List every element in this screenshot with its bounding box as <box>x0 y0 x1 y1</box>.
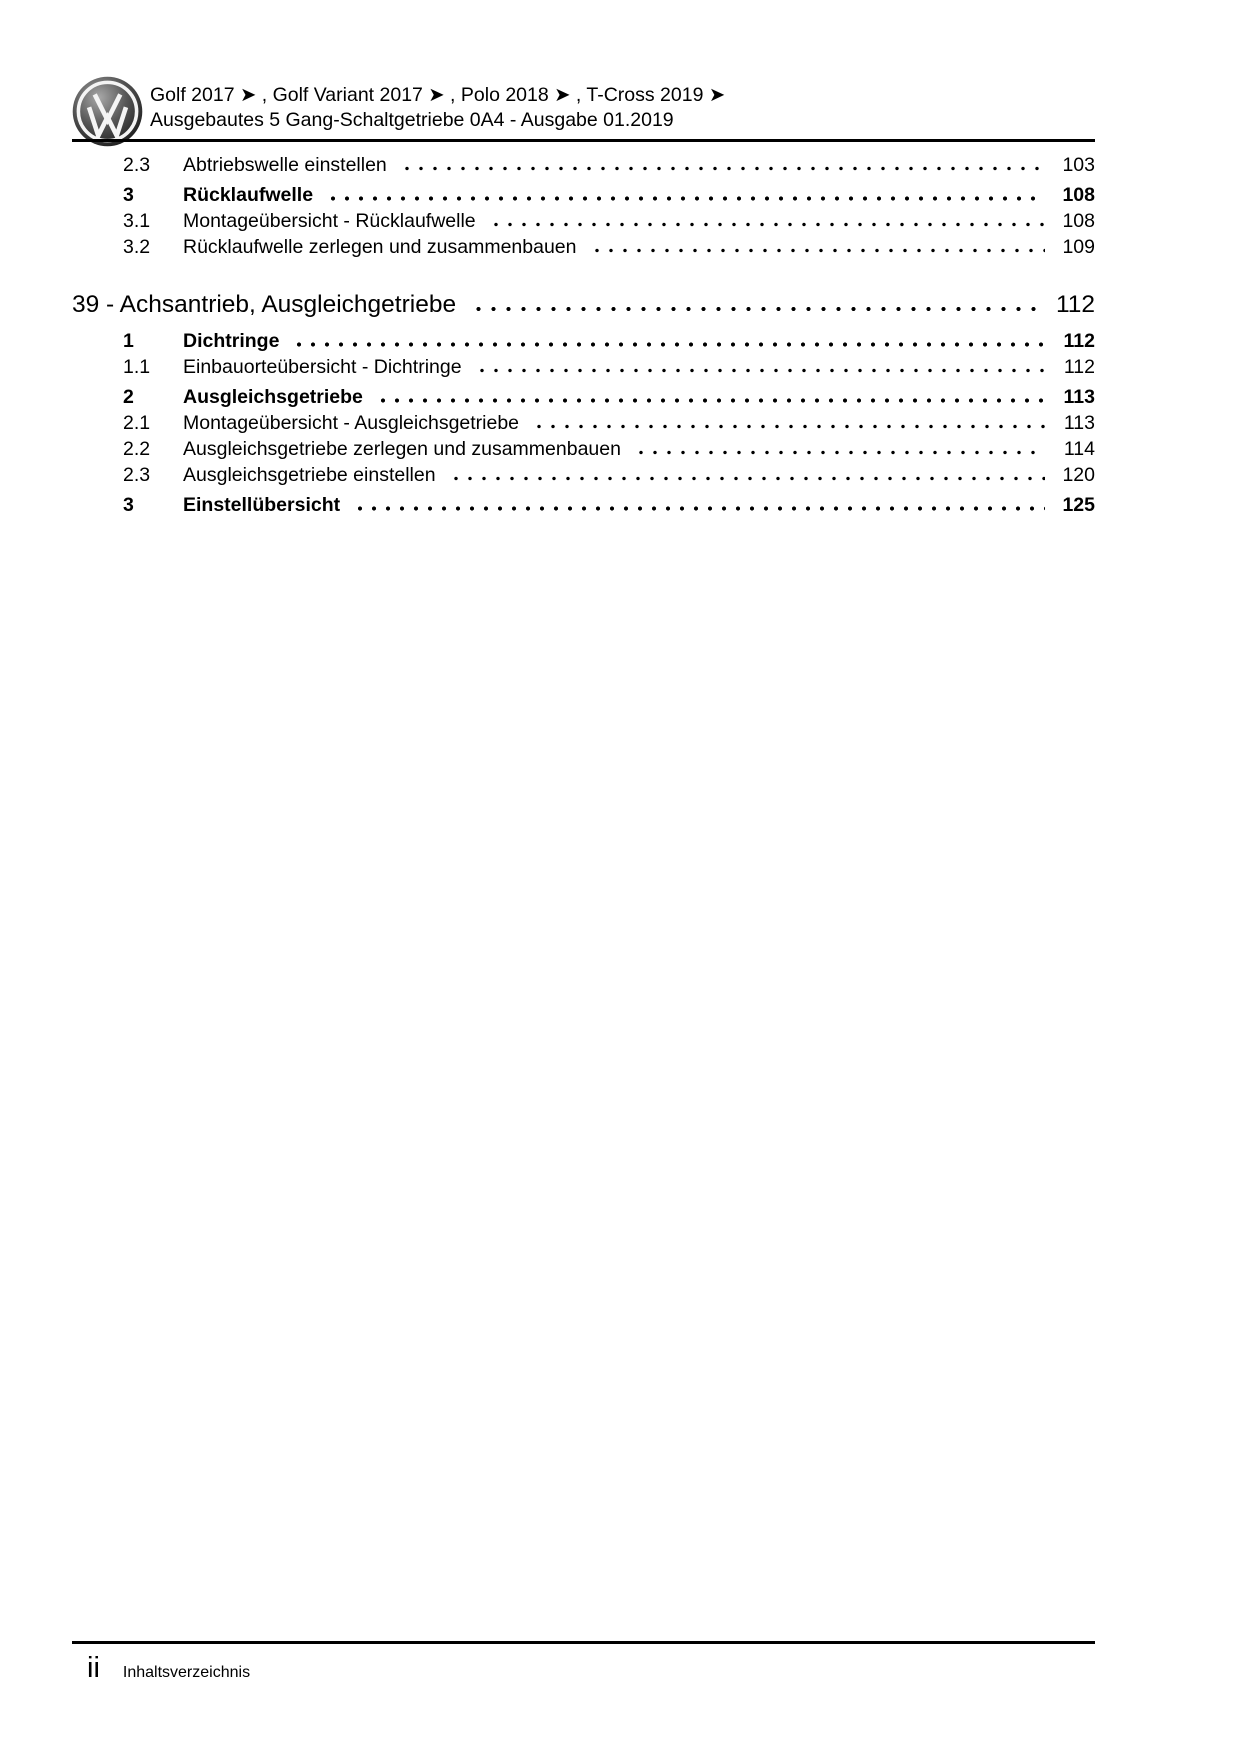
toc-chapter-heading <box>72 288 1095 322</box>
dot-leader <box>468 306 1045 312</box>
toc-entry-title: Einstellübersicht <box>183 494 341 516</box>
dot-leader <box>397 166 1045 171</box>
dot-leader <box>373 398 1045 403</box>
dot-leader <box>486 222 1045 227</box>
vw-logo-icon <box>72 76 143 147</box>
header <box>72 76 1095 147</box>
toc-entry-title: Abtriebswelle einstellen <box>183 154 387 176</box>
toc-entry <box>72 410 1095 436</box>
toc-entry-title: Rücklaufwelle zerlegen und zusammenbauen <box>183 236 577 258</box>
toc-entry <box>72 152 1095 178</box>
toc-entry-page: 112 <box>1063 356 1095 378</box>
dot-leader <box>446 476 1045 481</box>
toc-entry <box>72 182 1095 208</box>
dot-leader <box>323 196 1045 201</box>
toc-entry-number: 3 <box>123 184 134 206</box>
toc-entry-page: 113 <box>1063 412 1095 434</box>
toc-entry-title: Ausgleichsgetriebe <box>183 386 363 408</box>
toc-entry-number: 1.1 <box>123 356 151 378</box>
table-of-contents <box>72 152 1095 518</box>
dot-leader <box>350 506 1045 511</box>
toc-entry <box>72 234 1095 260</box>
toc-entry-number: 3.1 <box>123 210 151 232</box>
toc-entry-title: Ausgleichsgetriebe zerlegen und zusammenbauen <box>183 438 621 460</box>
toc-entry-page: 120 <box>1062 464 1095 486</box>
toc-entry-page: 109 <box>1062 236 1095 258</box>
toc-entry-title: Einbauorteübersicht - Dichtringe <box>183 356 462 378</box>
toc-entry-title: Ausgleichsgetriebe einstellen <box>183 464 436 486</box>
dot-leader <box>472 368 1045 373</box>
toc-entry-number: 2.1 <box>123 412 151 434</box>
header-divider <box>72 139 1095 142</box>
toc-entry-number: 3 <box>123 494 134 516</box>
toc-entry <box>72 328 1095 354</box>
dot-leader <box>289 342 1045 347</box>
toc-entry-number: 3.2 <box>123 236 151 258</box>
toc-entry-page: 103 <box>1062 154 1095 176</box>
toc-entry-number: 1 <box>123 330 134 352</box>
toc-entry <box>72 384 1095 410</box>
toc-entry-page: 114 <box>1063 438 1095 460</box>
footer-divider <box>72 1641 1095 1644</box>
toc-chapter-title: 39 - Achsantrieb, Ausgleichgetriebe <box>72 291 457 318</box>
toc-entry <box>72 436 1095 462</box>
toc-entry-number: 2.3 <box>123 154 151 176</box>
toc-entry-title: Montageübersicht - Rücklaufwelle <box>183 210 476 232</box>
header-models-line: Golf 2017 ➤ , Golf Variant 2017 ➤ , Polo 2018 ➤ , T-Cross 2019 ➤ <box>150 84 726 106</box>
toc-entry-page: 112 <box>1063 330 1095 352</box>
dot-leader <box>529 424 1045 429</box>
toc-chapter-page: 112 <box>1055 291 1095 318</box>
footer-page-number: ii <box>87 1652 100 1684</box>
toc-entry <box>72 208 1095 234</box>
toc-entry-number: 2.2 <box>123 438 151 460</box>
toc-entry-page: 108 <box>1062 210 1095 232</box>
toc-entry <box>72 462 1095 488</box>
toc-entry-page: 113 <box>1063 386 1095 408</box>
footer-section-label: Inhaltsverzeichnis <box>122 1664 251 1681</box>
toc-entry-title: Montageübersicht - Ausgleichsgetriebe <box>183 412 520 434</box>
footer <box>87 1648 250 1688</box>
toc-entry-title: Rücklaufwelle <box>183 184 314 206</box>
toc-entry-number: 2 <box>123 386 134 408</box>
header-text <box>150 76 725 133</box>
dot-leader <box>587 248 1046 253</box>
header-subtitle-line: Ausgebautes 5 Gang-Schaltgetriebe 0A4 - Ausgabe 01.2019 <box>150 109 674 131</box>
toc-entry-title: Dichtringe <box>183 330 280 352</box>
toc-entry-page: 108 <box>1062 184 1095 206</box>
dot-leader <box>631 450 1045 455</box>
toc-entry <box>72 492 1095 518</box>
toc-entry-number: 2.3 <box>123 464 151 486</box>
toc-entry-page: 125 <box>1062 494 1095 516</box>
toc-entry <box>72 354 1095 380</box>
